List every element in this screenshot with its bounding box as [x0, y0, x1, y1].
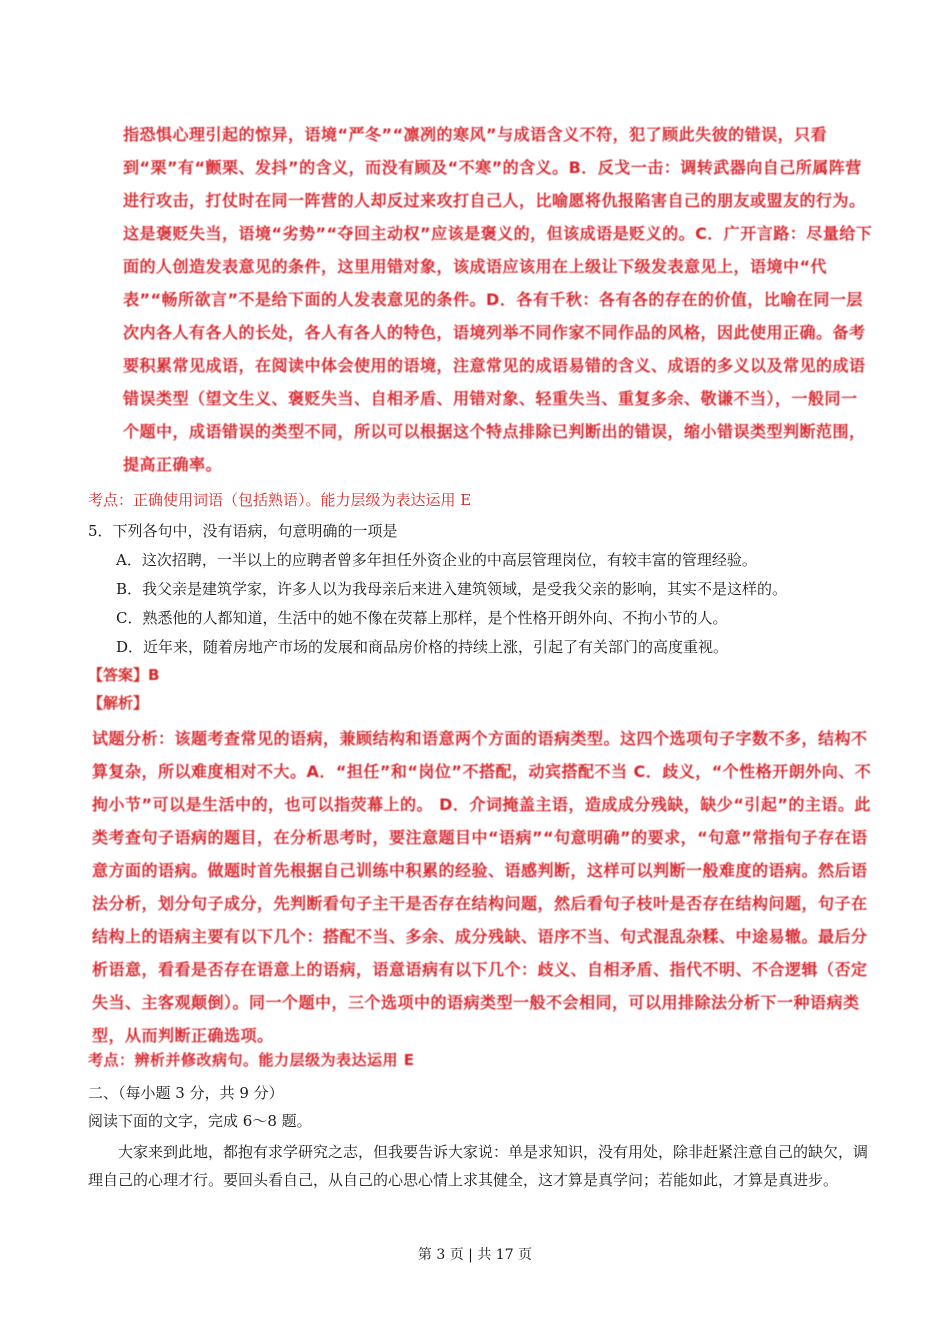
kaodian-line-2: 考点：辨析并修改病句。能力层级为表达运用 E	[88, 1051, 415, 1069]
kaodian-line-1: 考点：正确使用词语（包括熟语）。能力层级为表达运用 E	[88, 491, 472, 509]
analysis-paragraph-2: 试题分析：该题考查常见的语病，兼顾结构和语意两个方面的语病类型。这四个选项句子字数不多，结构不算复杂，所以难度相对不大。A．“担任”和“岗位”不搭配，动宾搭配不当 C．歧义，“个性格开朗外向、不拘小节”可以是生活中的，也可以指荧幕上的。 D．介词掩盖主语，造成成分残缺，缺少“引起”的主语。此类考查句子语病的题目，在分析思考时，要注意题目中“语病”“句意明确”的要求，“句意”常指句子存在语意方面的语病。做题时首先根据自己训练中积累的经验、语感判断，这样可以判断一般难度的语病。然后语法分析，划分句子成分，先判断看句子主干是否存在结构问题，然后看句子枝叶是否存在结构问题，句子在结构上的语病主要有以下几个：搭配不当、多余、成分残缺、语序不当、句式混乱杂糅、中途易辙。最后分析语意，看看是否存在语意上的语病，语意语病有以下几个：歧义、自相矛盾、指代不明、不合逻辑（否定失当、主客观颠倒）。同一个题中，三个选项中的语病类型一般不会相同，可以用排除法分析下一种语病类型，从而判断正确选项。	[92, 729, 872, 1045]
answer-tag: 【答案】B	[88, 666, 160, 684]
page-footer: 第 3 页 | 共 17 页	[417, 1247, 533, 1263]
analysis-tag: 【解析】	[88, 694, 149, 712]
option-c: C．熟悉他的人都知道，生活中的她不像在荧幕上那样，是个性格开朗外向、不拘小节的人。	[116, 609, 728, 627]
option-a: A．这次招聘，一半以上的应聘者曾多年担任外资企业的中高层管理岗位，有较丰富的管理经验。	[116, 551, 757, 569]
analysis-paragraph-1: 指恐惧心理引起的惊异，语境“严冬”“凛冽的寒风”与成语含义不符，犯了顾此失彼的错误，只看到“栗”有“颤栗、发抖”的含义，而没有顾及“不寒”的含义。B．反戈一击：调转武器向自己所属阵营进行攻击，打仗时在同一阵营的人却反过来攻打自己人，比喻愿将仇报陷害自己的朋友或盟友的行为。这是褒贬失当，语境“劣势”“夺回主动权”应该是褒义的，但该成语是贬义的。C．广开言路：尽量给下面的人创造发表意见的条件，这里用错对象，该成语应该用在上级让下级发表意见上，语境中“代表”“畅所欲言”不是给下面的人发表意见的条件。D．各有千秋：各有各的存在的价值，比喻在同一层次内各人有各人的长处，各人有各人的特色，语境列举不同作家不同作品的风格，因此使用正确。备考要积累常见成语，在阅读中体会使用的语境，注意常见的成语易错的含义、成语的多义以及常见的成语错误类型（望文生义、褒贬失当、自相矛盾、用错对象、轻重失当、重复多余、敬谦不当），一般同一个题中，成语错误的类型不同，所以可以根据这个特点排除已判断出的错误，缩小错误类型判断范围，提高正确率。	[123, 125, 873, 474]
option-d: D．近年来，随着房地产市场的发展和商品房价格的持续上涨，引起了有关部门的高度重视。	[116, 638, 729, 656]
reading-instruction: 阅读下面的文字，完成 6～8 题。	[88, 1112, 312, 1130]
reading-passage: 大家来到此地，都抱有求学研究之志，但我要告诉大家说：单是求知识，没有用处，除非赶紧注意自己的缺欠，调理自己的心理才行。要回头看自己，从自己的心思心情上求其健全，这才算是真学问；若能如此，才算是真进步。	[88, 1143, 869, 1189]
section-heading: 二、（每小题 3 分，共 9 分）	[88, 1084, 284, 1102]
option-b: B．我父亲是建筑学家，许多人以为我母亲后来进入建筑领域，是受我父亲的影响，其实不是这样的。	[116, 580, 788, 598]
question-5: 5．下列各句中，没有语病，句意明确的一项是	[88, 522, 398, 540]
